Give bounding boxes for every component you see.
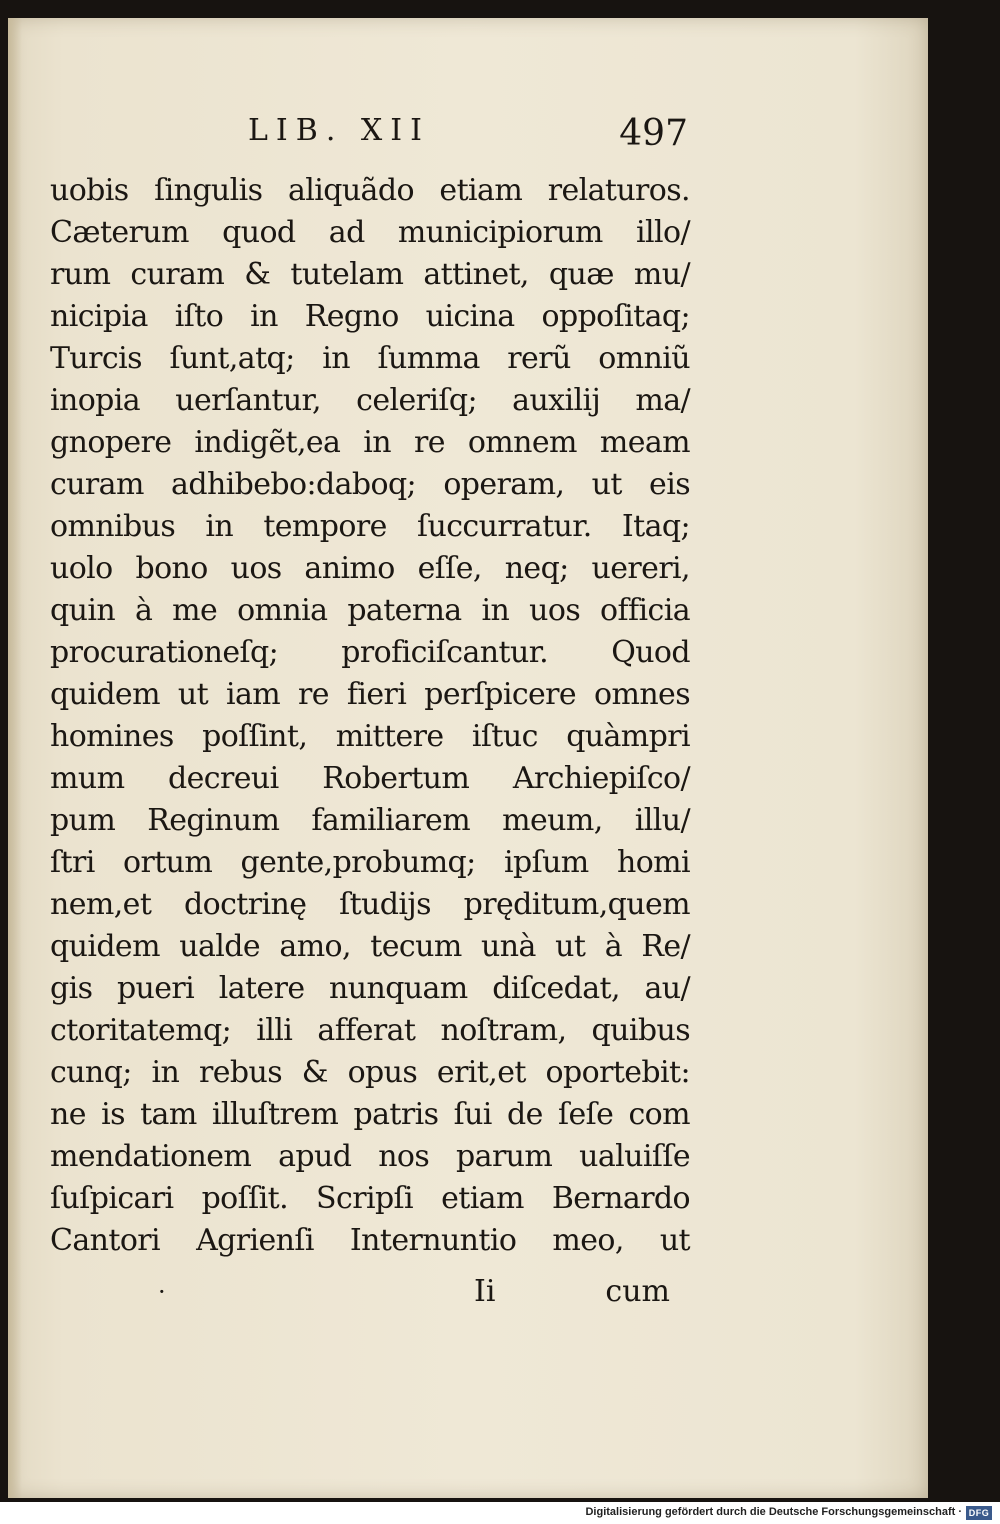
text-line: gis pueri latere nunquam diſcedat, au/ [50,971,690,1006]
text-line: ctoritatemq; illi afferat noſtram, quibus [50,1013,690,1048]
running-title: LIB. XII [248,113,430,148]
catchword-line [50,1274,670,1316]
text-line: Cæterum quod ad municipiorum illo/ [50,215,690,250]
page-gutter-shadow [8,18,22,1498]
book-page [8,18,928,1498]
text-line: omnibus in tempore ſuccurratur. Itaq; [50,509,690,544]
text-line: homines poſſint, mittere iſtuc quàmpri [50,719,690,754]
running-head [48,113,688,163]
catchword: cum [605,1274,670,1309]
text-line: ne is tam illuſtrem patris ſui de ſeſe com [50,1097,690,1132]
text-line: rum curam & tutelam attinet, quæ mu/ [50,257,690,292]
text-line: nicipia iſto in Regno uicina oppoſitaq; [50,299,690,334]
dfg-logo: DFG [966,1506,992,1520]
text-line: curam adhibebo:daboq; operam, ut eis [50,467,690,502]
text-line: mendationem apud nos parum ualuiſſe [50,1139,690,1174]
text-line: nem,et doctrinę ſtudijs pręditum,quem [50,887,690,922]
page-number: 497 [619,113,688,154]
text-line: inopia uerſantur, celeriſq; auxilij ma/ [50,383,690,418]
text-line: quidem ualde amo, tecum unà ut à Re/ [50,929,690,964]
signature-mark: Ii [474,1274,496,1309]
text-line: gnopere indigẽt,ea in re omnem meam [50,425,690,460]
text-line: quin à me omnia paterna in uos officia [50,593,690,628]
funding-credit: Digitalisierung gefördert durch die Deutsche Forschungsgemeinschaft · [585,1506,962,1518]
text-line: procurationeſq; proficiſcantur. Quod [50,635,690,670]
text-line: ſuſpicari poſſit. Scripſi etiam Bernardo [50,1181,690,1216]
text-line: quidem ut iam re fieri perſpicere omnes [50,677,690,712]
text-line: uolo bono uos animo eſſe, neq; uereri, [50,551,690,586]
text-line: mum decreui Robertum Archiepiſco/ [50,761,690,796]
text-line: pum Reginum familiarem meum, illu/ [50,803,690,838]
text-line: ſtri ortum gente,probumq; ipſum homi [50,845,690,880]
body-text [50,170,690,1262]
signature-dot: · [158,1278,166,1306]
text-line: Turcis ſunt,atq; in ſumma rerũ omniũ [50,341,690,376]
footer-bar [0,1502,1000,1524]
text-line: cunq; in rebus & opus erit,et oportebit: [50,1055,690,1090]
text-line: uobis ſingulis aliquãdo etiam relaturos. [50,173,690,208]
text-line: Cantori Agrienſi Internuntio meo, ut [50,1223,690,1258]
